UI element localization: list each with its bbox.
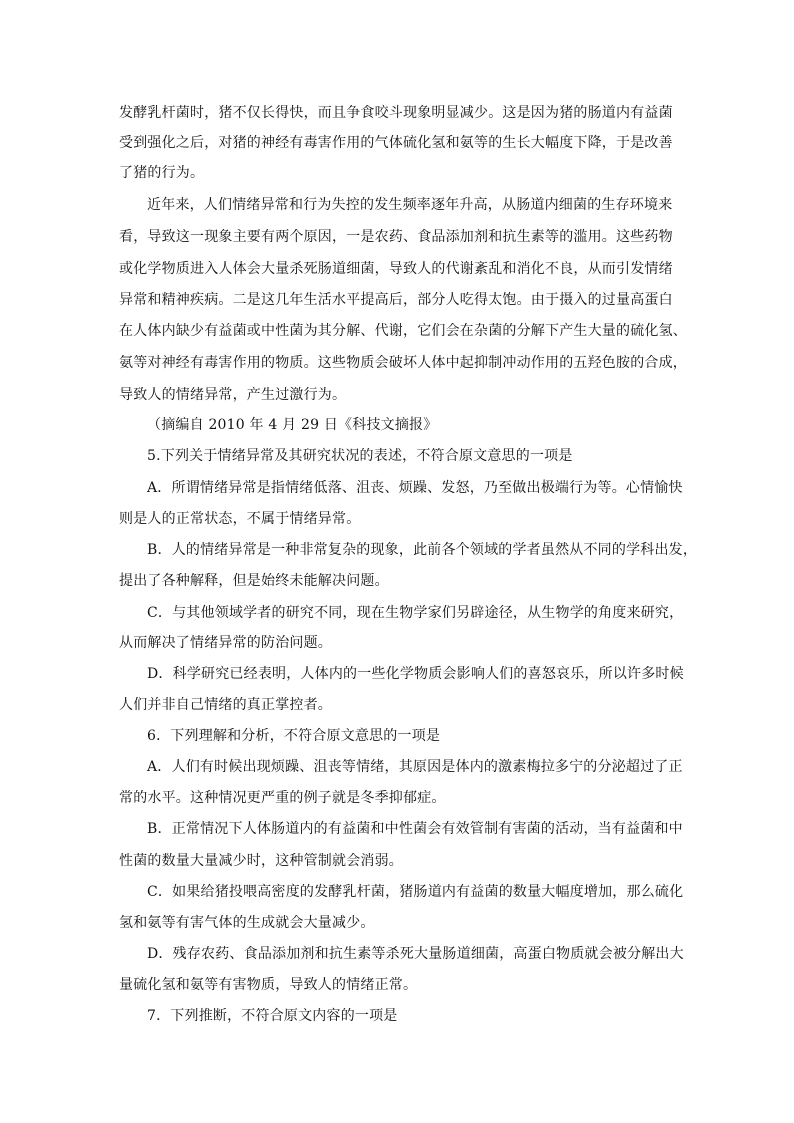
source-citation: （摘编自 2010 年 4 月 29 日《科技文摘报》 — [147, 417, 438, 433]
option-5c: C．与其他领域学者的研究不同，现在生物学家们另辟途径，从生物学的角度来研究， — [147, 605, 684, 621]
text-line: 性菌的数量大量减少时，这种管制就会消弱。 — [119, 853, 403, 869]
text-line: 氨等对神经有毒害作用的物质。这些物质会破坏人体中起抑制冲动作用的五羟色胺的合成， — [119, 355, 687, 371]
option-6a: A．人们有时候出现烦躁、沮丧等情绪，其原因是体内的激素梅拉多宁的分泌超过了正 — [147, 759, 683, 775]
option-5a: A．所谓情绪异常是指情绪低落、沮丧、烦躁、发怒，乃至做出极端行为等。心情愉快 — [147, 480, 683, 496]
option-5b: B．人的情绪异常是一种非常复杂的现象，此前各个领域的学者虽然从不同的学科出发， — [147, 542, 698, 558]
text-line: 氢和氨等有害气体的生成就会大量减少。 — [119, 915, 375, 931]
text-line: 从而解决了情绪异常的防治问题。 — [119, 635, 332, 651]
text-line: 发酵乳杆菌时，猪不仅长得快，而且争食咬斗现象明显减少。这是因为猪的肠道内有益菌 — [119, 105, 673, 121]
option-5d: D．科学研究已经表明，人体内的一些化学物质会影响人们的喜怒哀乐，所以许多时候 — [147, 666, 684, 682]
text-line: 或化学物质进入人体会大量杀死肠道细菌，导致人的代谢紊乱和消化不良，从而引发情绪 — [119, 261, 673, 277]
text-line: 导致人的情绪异常，产生过激行为。 — [119, 387, 347, 403]
text-line: 近年来，人们情绪异常和行为失控的发生频率逐年升高，从肠道内细菌的生存环境来 — [147, 197, 673, 213]
text-line: 受到强化之后，对猪的神经有毒害作用的气体硫化氢和氨等的生长大幅度下降，于是改善 — [119, 135, 673, 151]
option-6b: B．正常情况下人体肠道内的有益菌和中性菌会有效管制有害菌的活动，当有益菌和中 — [147, 821, 683, 837]
option-6c: C．如果给猪投喂高密度的发酵乳杆菌，猪肠道内有益菌的数量大幅度增加，那么硫化 — [147, 884, 684, 900]
text-line: 量硫化氢和氨等有害物质，导致人的情绪正常。 — [119, 977, 418, 993]
text-line: 提出了各种解释，但是始终未能解决问题。 — [119, 573, 389, 589]
text-line: 看，导致这一现象主要有两个原因，一是农药、食品添加剂和抗生素等的滥用。这些药物 — [119, 229, 673, 245]
text-line: 常的水平。这种情况更严重的例子就是冬季抑郁症。 — [119, 790, 446, 806]
question-6: 6．下列理解和分析，不符合原文意思的一项是 — [147, 728, 441, 744]
text-line: 了猪的行为。 — [119, 165, 205, 181]
text-line: 则是人的正常状态，不属于情绪异常。 — [119, 511, 361, 527]
option-6d: D．残存农药、食品添加剂和抗生素等杀死大量肠道细菌，高蛋白物质就会被分解出大 — [147, 946, 684, 962]
text-line: 人们并非自己情绪的真正掌控者。 — [119, 697, 332, 713]
question-5: 5.下列关于情绪异常及其研究状况的表述，不符合原文意思的一项是 — [147, 448, 573, 464]
text-line: 在人体内缺少有益菌或中性菌为其分解、代谢，它们会在杂菌的分解下产生大量的硫化氢、 — [119, 323, 687, 339]
question-7: 7．下列推断，不符合原文内容的一项是 — [147, 1008, 398, 1024]
text-line: 异常和精神疾病。二是这几年生活水平提高后，部分人吃得太饱。由于摄入的过量高蛋白 — [119, 292, 673, 308]
